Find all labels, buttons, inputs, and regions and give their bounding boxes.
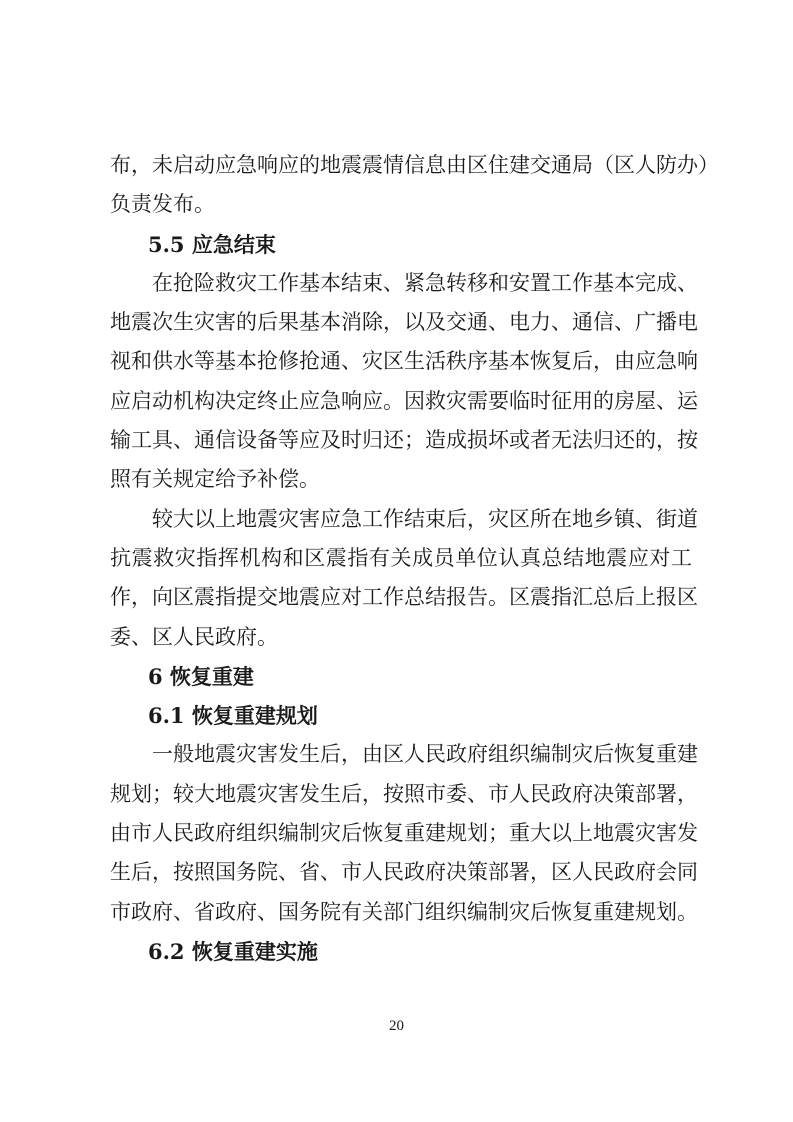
- text-line: 作，向区震指提交地震应对工作总结报告。区震指汇总后上报区: [110, 585, 698, 610]
- text-line: 照有关规定给予补偿。: [110, 467, 320, 492]
- paragraph-first-line: 在抢险救灾工作基本结束、紧急转移和安置工作基本完成、: [152, 270, 698, 295]
- section-heading-6-2: 6.2 恢复重建实施: [148, 938, 318, 964]
- text-line: 委、区人民政府。: [110, 624, 278, 649]
- text-line: 由市人民政府组织编制灾后恢复重建规划；重大以上地震灾害发: [110, 821, 698, 846]
- paragraph-first-line: 较大以上地震灾害应急工作结束后，灾区所在地乡镇、街道: [152, 506, 698, 531]
- text-line: 视和供水等基本抢修抢通、灾区生活秩序基本恢复后，由应急响: [110, 349, 698, 374]
- document-body: [110, 146, 719, 971]
- text-line: 应启动机构决定终止应急响应。因救灾需要临时征用的房屋、运: [110, 388, 698, 413]
- text-line: 输工具、通信设备等应及时归还；造成损坏或者无法归还的，按: [110, 428, 698, 453]
- text-line: 规划；较大地震灾害发生后，按照市委、市人民政府决策部署，: [110, 781, 698, 806]
- text-line: 地震次生灾害的后果基本消除，以及交通、电力、通信、广播电: [110, 310, 698, 335]
- text-line: 布，未启动应急响应的地震震情信息由区住建交通局（区人防办）: [110, 153, 719, 177]
- text-line: 负责发布。: [110, 192, 215, 217]
- text-line: 抗震救灾指挥机构和区震指有关成员单位认真总结地震应对工: [110, 545, 692, 570]
- text-line: 市政府、省政府、国务院有关部门组织编制灾后恢复重建规划。: [110, 899, 698, 924]
- section-heading-6-1: 6.1 恢复重建规划: [148, 703, 318, 729]
- text-line: 生后，按照国务院、省、市人民政府决策部署，区人民政府会同: [110, 860, 698, 885]
- section-heading-5-5: 5.5 应急结束: [148, 231, 276, 257]
- paragraph-first-line: 一般地震灾害发生后，由区人民政府组织编制灾后恢复重建: [152, 742, 698, 767]
- section-heading-6: 6 恢复重建: [148, 663, 254, 689]
- page-number: 20: [389, 1018, 404, 1034]
